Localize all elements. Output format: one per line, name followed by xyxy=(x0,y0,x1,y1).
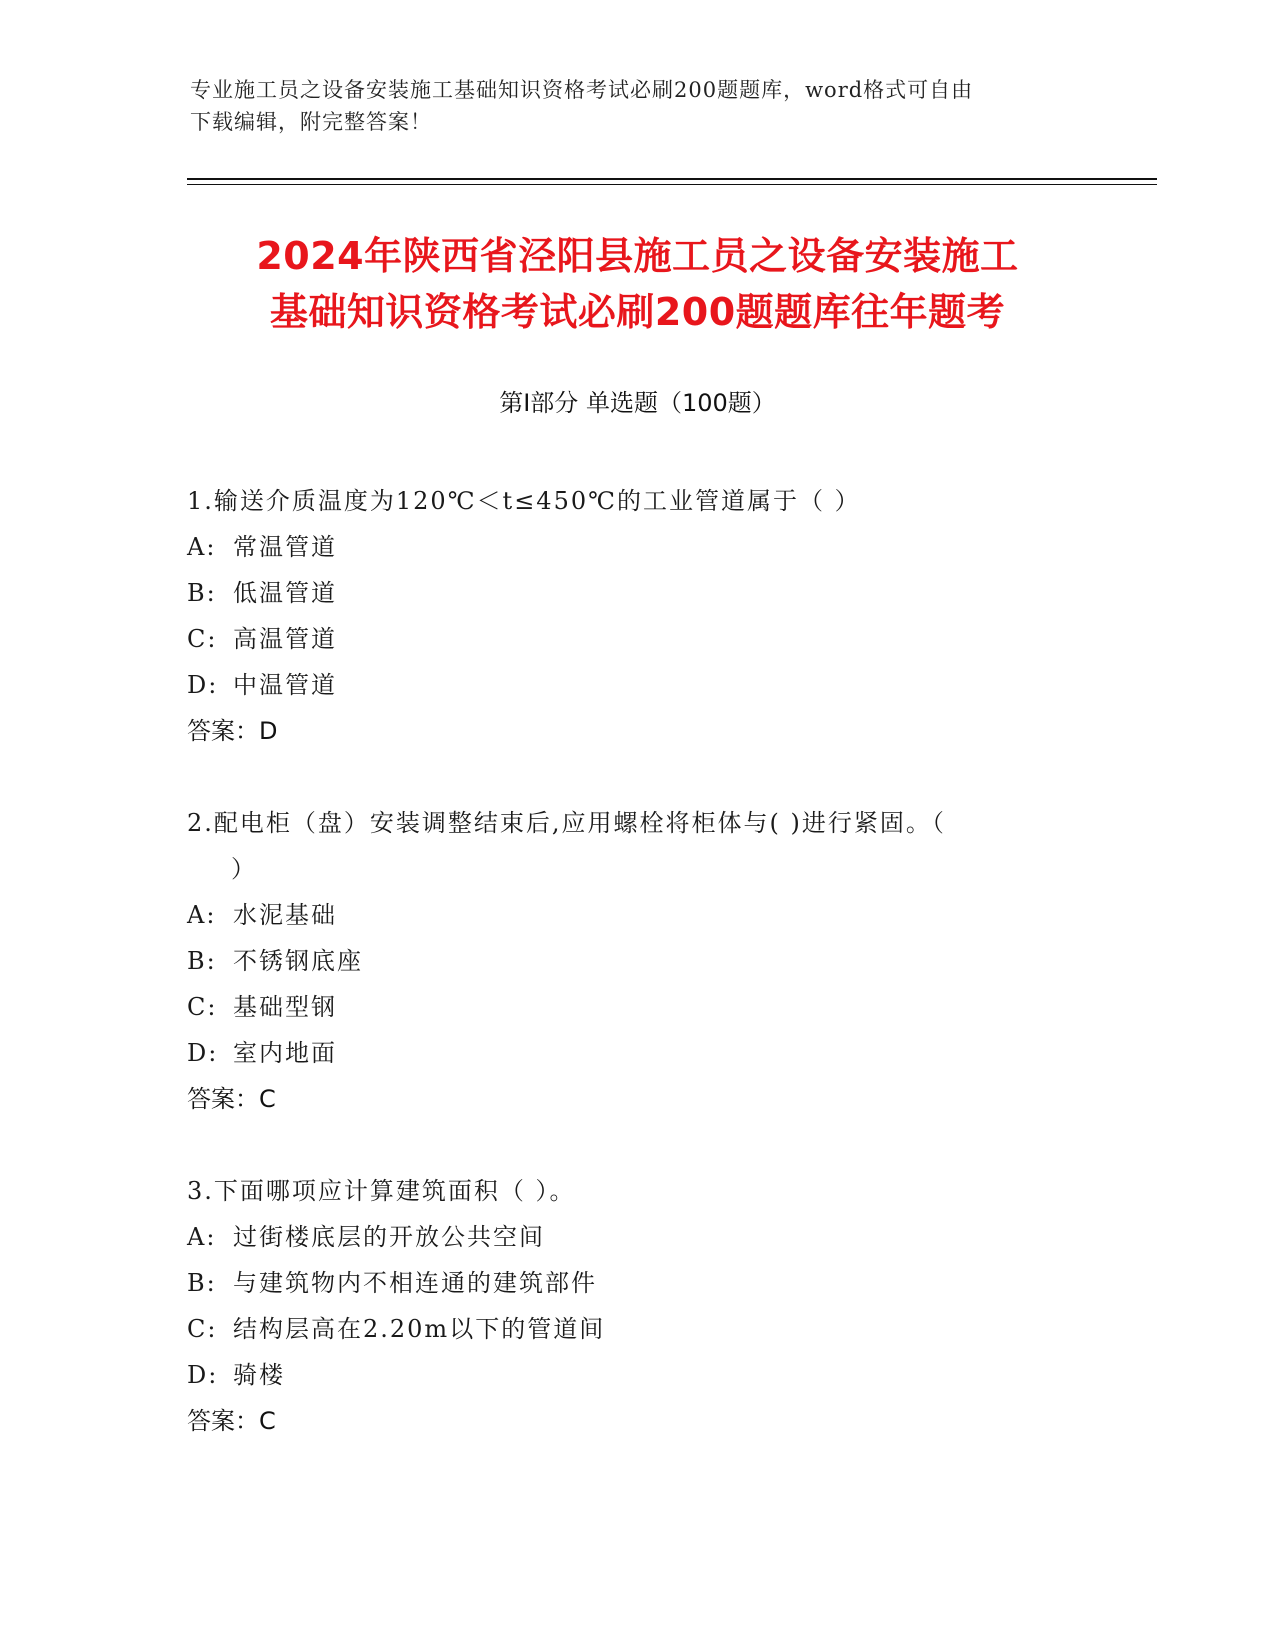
question-3 xyxy=(187,1168,1087,1444)
option-text: 结构层高在2.20m以下的管道间 xyxy=(233,1315,606,1343)
answer-label: 答案：D xyxy=(187,717,278,745)
answer-label: 答案：C xyxy=(187,1085,276,1113)
option-key: D: xyxy=(187,671,219,699)
question-2 xyxy=(187,800,1087,1122)
option-text: 低温管道 xyxy=(233,579,337,607)
option-text: 过街楼底层的开放公共空间 xyxy=(233,1223,545,1251)
question-1 xyxy=(187,478,1087,754)
question-stem xyxy=(187,478,1087,524)
header-divider-thick xyxy=(187,178,1157,180)
option-key: B: xyxy=(187,947,217,975)
header-divider-thin xyxy=(187,184,1157,185)
option-key: B: xyxy=(187,1269,217,1297)
option-key: C: xyxy=(187,1315,218,1343)
option-key: A: xyxy=(187,901,217,929)
option-text: 基础型钢 xyxy=(233,993,337,1021)
header-note-line-1: 专业施工员之设备安装施工基础知识资格考试必刷200题题库，word格式可自由 xyxy=(190,78,974,102)
option-key: A: xyxy=(187,1223,217,1251)
option-c xyxy=(187,984,1087,1030)
question-stem-text: 3.下面哪项应计算建筑面积（ ）。 xyxy=(187,1177,576,1205)
option-text: 不锈钢底座 xyxy=(233,947,363,975)
option-c xyxy=(187,616,1087,662)
question-list xyxy=(187,478,1087,1490)
option-text: 高温管道 xyxy=(233,625,337,653)
option-text: 常温管道 xyxy=(233,533,337,561)
option-key: C: xyxy=(187,993,218,1021)
option-key: D: xyxy=(187,1039,219,1067)
option-b xyxy=(187,570,1087,616)
document-title xyxy=(150,228,1125,340)
option-key: C: xyxy=(187,625,218,653)
option-a xyxy=(187,892,1087,938)
option-key: B: xyxy=(187,579,217,607)
option-text: 与建筑物内不相连通的建筑部件 xyxy=(233,1269,597,1297)
option-d xyxy=(187,1030,1087,1076)
option-text: 室内地面 xyxy=(233,1039,337,1067)
question-stem xyxy=(187,1168,1087,1214)
question-stem-continuation: ） xyxy=(231,855,257,883)
option-b xyxy=(187,1260,1087,1306)
option-c xyxy=(187,1306,1087,1352)
option-a xyxy=(187,1214,1087,1260)
option-d xyxy=(187,1352,1087,1398)
option-text: 骑楼 xyxy=(233,1361,285,1389)
question-stem xyxy=(187,800,1087,892)
option-key: A: xyxy=(187,533,217,561)
section-title: 第Ⅰ部分 单选题（100题） xyxy=(499,389,776,417)
document-title-line-1: 2024年陕西省泾阳县施工员之设备安装施工 xyxy=(256,234,1019,278)
option-text: 水泥基础 xyxy=(233,901,337,929)
header-note-line-2: 下载编辑，附完整答案！ xyxy=(190,110,432,134)
option-d xyxy=(187,662,1087,708)
header-note xyxy=(190,74,1090,138)
document-title-line-2: 基础知识资格考试必刷200题题库往年题考 xyxy=(269,290,1006,334)
option-b xyxy=(187,938,1087,984)
question-stem-text: 2.配电柜（盘）安装调整结束后,应用螺栓将柜体与( )进行紧固。（ xyxy=(187,809,946,837)
answer-label: 答案：C xyxy=(187,1407,276,1435)
question-stem-text: 1.输送介质温度为120℃＜t≤450℃的工业管道属于（ ） xyxy=(187,487,861,515)
option-a xyxy=(187,524,1087,570)
option-text: 中温管道 xyxy=(233,671,337,699)
option-key: D: xyxy=(187,1361,219,1389)
